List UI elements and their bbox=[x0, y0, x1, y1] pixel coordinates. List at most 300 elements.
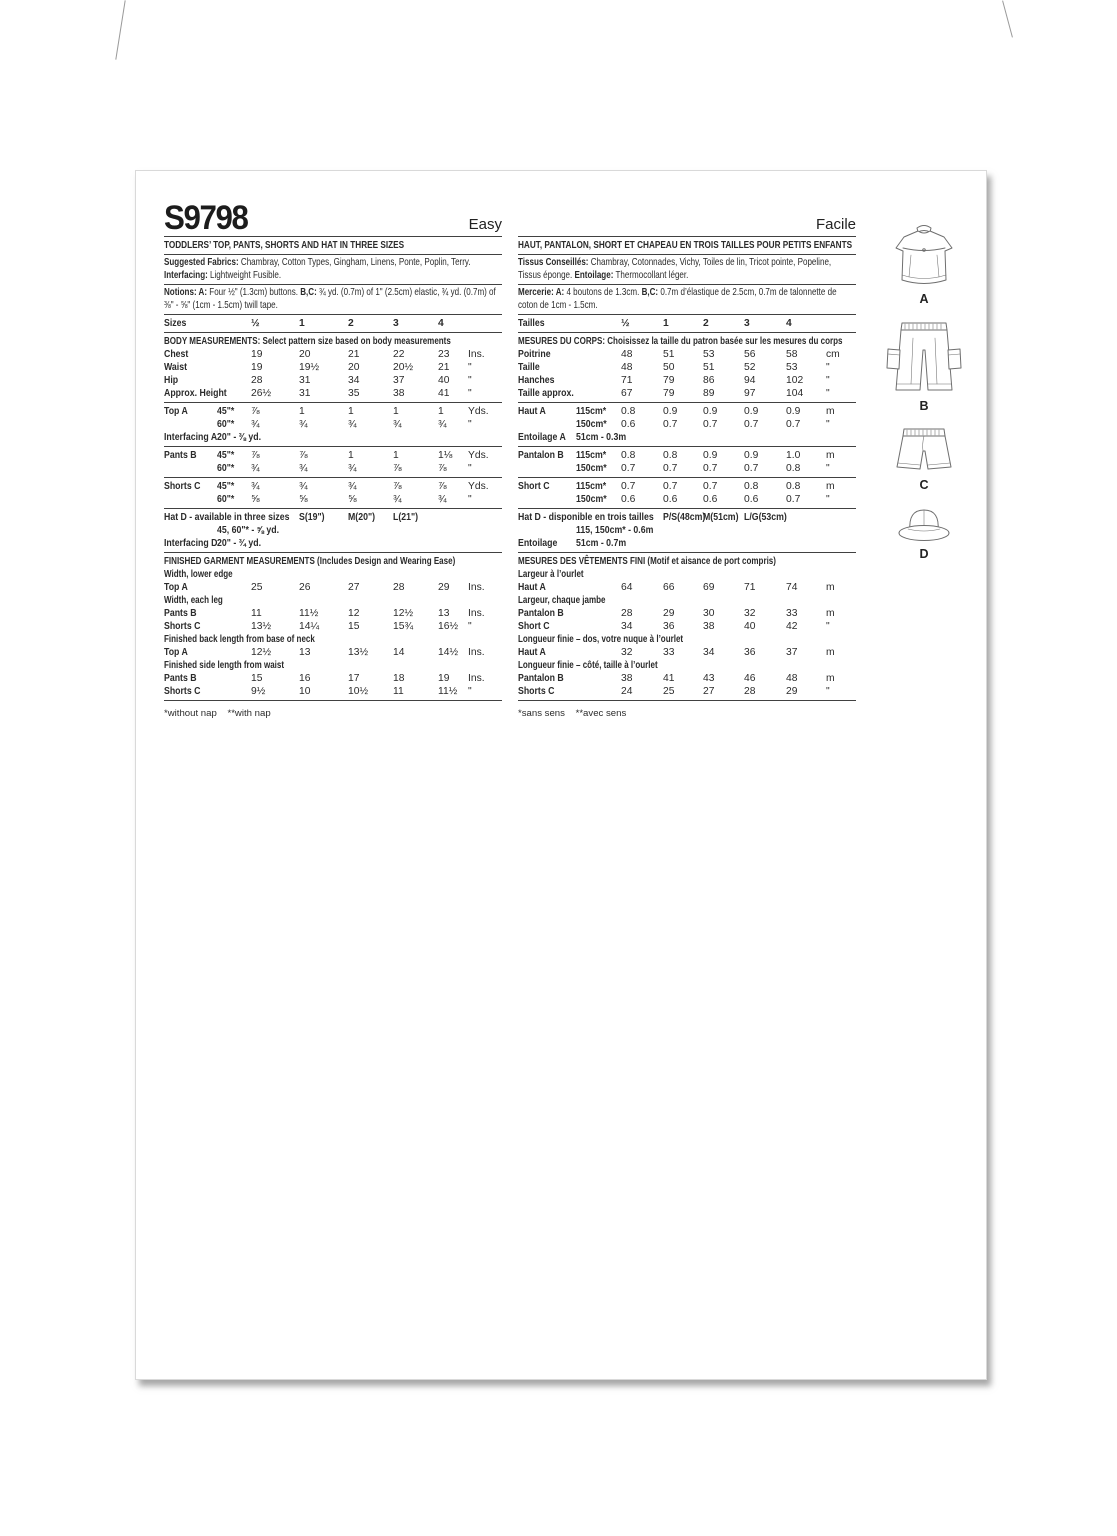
bold-run: B,C: bbox=[641, 287, 659, 299]
measurement-row bbox=[518, 405, 856, 418]
unit: cm bbox=[826, 349, 840, 361]
row-label: Haut A bbox=[518, 582, 546, 594]
size-value: 19 bbox=[438, 673, 450, 685]
english-measurement-tables bbox=[164, 257, 502, 701]
size-value: ⅝ bbox=[299, 494, 308, 506]
garment-c-figure bbox=[882, 425, 966, 492]
size-value: 4 bbox=[786, 318, 792, 330]
bold-run: Mercerie: A: bbox=[518, 287, 565, 299]
fabric-width-label: 115cm* bbox=[576, 406, 607, 418]
fabric-width-label: 45"* bbox=[217, 406, 235, 418]
unit: " bbox=[826, 621, 830, 633]
size-value: ⅞ bbox=[299, 450, 308, 462]
size-value: 2 bbox=[348, 318, 354, 330]
scan-artifact-left bbox=[115, 0, 125, 59]
size-value: 22 bbox=[393, 349, 405, 361]
row-label: Shorts C bbox=[164, 481, 201, 493]
size-value: 20 bbox=[299, 349, 311, 361]
size-value: 0.6 bbox=[621, 419, 636, 431]
size-value: 13 bbox=[299, 647, 311, 659]
unit: " bbox=[468, 362, 472, 374]
size-value: 0.8 bbox=[786, 463, 801, 475]
row-label: Poitrine bbox=[518, 349, 551, 361]
size-value: 15 bbox=[251, 673, 263, 685]
bold-run: Notions: A: bbox=[164, 287, 208, 299]
size-value: 0.8 bbox=[621, 450, 636, 462]
divider bbox=[164, 700, 502, 701]
measurement-row bbox=[518, 418, 856, 431]
size-value: 43 bbox=[703, 673, 715, 685]
divider bbox=[164, 402, 502, 403]
paragraph bbox=[518, 257, 856, 282]
size-value: 31 bbox=[299, 375, 311, 387]
unit: " bbox=[826, 494, 830, 506]
size-value: 0.7 bbox=[703, 463, 718, 475]
header-text: BODY MEASUREMENTS: Select pattern size based on body measurements bbox=[164, 336, 451, 348]
row-label bbox=[164, 462, 209, 475]
size-value: 86 bbox=[703, 375, 715, 387]
size-value: 1 bbox=[393, 406, 399, 418]
unit: " bbox=[826, 362, 830, 374]
size-value: 34 bbox=[621, 621, 633, 633]
english-column bbox=[164, 197, 502, 719]
fabric-width-label: 45"* bbox=[217, 481, 235, 493]
size-value: 37 bbox=[393, 375, 405, 387]
size-value: 1 bbox=[393, 450, 399, 462]
row-label: Approx. Height bbox=[164, 388, 227, 400]
garment-line-drawings bbox=[876, 217, 972, 573]
top-back-view-drawing bbox=[882, 217, 966, 291]
size-value: 14½ bbox=[438, 647, 459, 659]
size-value: 0.7 bbox=[744, 419, 759, 431]
divider bbox=[164, 477, 502, 478]
measurement-row bbox=[518, 374, 856, 387]
size-value: 10½ bbox=[348, 686, 369, 698]
row-text: 20" - ¾ yd. bbox=[217, 538, 262, 550]
divider bbox=[518, 402, 856, 403]
masthead-en bbox=[164, 197, 502, 237]
unit: m bbox=[826, 647, 835, 659]
measurement-row bbox=[518, 581, 856, 594]
fabric-width-label: 115cm* bbox=[576, 481, 607, 493]
unit bbox=[826, 317, 856, 330]
size-value: 0.9 bbox=[744, 406, 759, 418]
measurement-row bbox=[164, 685, 502, 698]
fabric-width-label: 60"* bbox=[217, 463, 235, 475]
size-value: 41 bbox=[663, 673, 675, 685]
size-value: 28 bbox=[744, 686, 756, 698]
hat-size-value: P/S(48cm) bbox=[663, 512, 706, 524]
section-header bbox=[164, 335, 502, 348]
unit: " bbox=[468, 686, 472, 698]
unit: " bbox=[826, 419, 830, 431]
fabric-width-label: 45"* bbox=[217, 450, 235, 462]
row-label: Sizes bbox=[164, 318, 187, 330]
size-value: 0.6 bbox=[703, 494, 718, 506]
size-value: 11½ bbox=[299, 608, 319, 620]
section-header bbox=[164, 555, 502, 568]
size-value: 13½ bbox=[348, 647, 369, 659]
section-header bbox=[518, 633, 856, 646]
size-value: 1 bbox=[348, 450, 354, 462]
size-value: 0.6 bbox=[744, 494, 759, 506]
unit: " bbox=[468, 463, 472, 475]
size-value: 0.8 bbox=[744, 481, 759, 493]
bold-run: Entoilage: bbox=[574, 269, 614, 281]
size-value: ½ bbox=[251, 318, 260, 330]
divider bbox=[518, 332, 856, 333]
size-value: 0.7 bbox=[703, 481, 718, 493]
size-value: 0.8 bbox=[621, 406, 636, 418]
row-label: Interfacing A bbox=[164, 432, 218, 444]
measurement-row bbox=[164, 646, 502, 659]
size-value: ¾ bbox=[348, 463, 357, 475]
label-text-row bbox=[164, 537, 502, 550]
garment-a-label: A bbox=[919, 292, 929, 306]
size-value: 1.0 bbox=[786, 450, 801, 462]
size-value: 32 bbox=[621, 647, 633, 659]
size-value: ¾ bbox=[348, 481, 357, 493]
unit: Ins. bbox=[468, 582, 485, 594]
size-value: 26½ bbox=[251, 388, 272, 400]
size-value: ¾ bbox=[348, 419, 357, 431]
size-value: ⅝ bbox=[348, 494, 357, 506]
size-value: 25 bbox=[251, 582, 263, 594]
measurement-row bbox=[518, 646, 856, 659]
size-value: 0.9 bbox=[663, 406, 678, 418]
size-value: 28 bbox=[621, 608, 633, 620]
header-text: Longueur finie – côté, taille à l’ourlet bbox=[518, 660, 658, 672]
size-value: 36 bbox=[744, 647, 756, 659]
size-value: 1⅛ bbox=[438, 450, 453, 462]
text-run: Thermocollant léger. bbox=[613, 269, 689, 281]
size-value: 0.9 bbox=[703, 450, 718, 462]
size-value: 21 bbox=[348, 349, 360, 361]
size-value: 97 bbox=[744, 388, 756, 400]
size-value: 2 bbox=[703, 318, 709, 330]
unit: Ins. bbox=[468, 608, 485, 620]
unit: Yds. bbox=[468, 481, 489, 493]
section-header bbox=[164, 633, 502, 646]
size-value: 12½ bbox=[251, 647, 272, 659]
unit: " bbox=[468, 388, 472, 400]
indent-text: 45, 60"* - ⅝ yd. bbox=[217, 525, 280, 537]
size-value: 34 bbox=[348, 375, 360, 387]
measurement-row bbox=[164, 620, 502, 633]
size-value: 13 bbox=[438, 608, 450, 620]
fabric-width-label: 60"* bbox=[217, 494, 235, 506]
size-value: 16½ bbox=[438, 621, 459, 633]
bold-run: B,C: bbox=[300, 287, 317, 299]
size-value: 10 bbox=[299, 686, 311, 698]
label-text-row bbox=[518, 537, 856, 550]
size-value: 67 bbox=[621, 388, 633, 400]
label-text-row bbox=[518, 431, 856, 444]
unit: " bbox=[826, 463, 830, 475]
size-value: 0.9 bbox=[744, 450, 759, 462]
measurement-row bbox=[164, 449, 502, 462]
text-run: 0.7m d’élastique de 2.5cm, 0.7m de talonnette de coton de 1cm - 1.5cm. bbox=[518, 287, 837, 311]
divider bbox=[518, 254, 856, 255]
size-value: 0.7 bbox=[786, 494, 801, 506]
row-label: Chest bbox=[164, 349, 189, 361]
section-header bbox=[164, 568, 502, 581]
measurement-row bbox=[164, 672, 502, 685]
pattern-envelope-back-sheet bbox=[135, 170, 987, 1380]
nap-footnote-en: *without nap **with nap bbox=[164, 708, 271, 720]
measurement-row bbox=[164, 493, 502, 506]
divider bbox=[518, 477, 856, 478]
size-value: 0.7 bbox=[663, 419, 678, 431]
row-label: Pantalon B bbox=[518, 608, 564, 620]
bold-run: Interfacing: bbox=[164, 269, 208, 281]
size-value: 3 bbox=[744, 318, 750, 330]
size-value: 48 bbox=[621, 362, 633, 374]
size-value: 38 bbox=[621, 673, 633, 685]
header-text: FINISHED GARMENT MEASUREMENTS (Includes Design and Wearing Ease) bbox=[164, 556, 456, 568]
measurement-row bbox=[164, 607, 502, 620]
unit: m bbox=[826, 582, 835, 594]
size-value: 15¾ bbox=[393, 621, 414, 633]
row-label: Haut A bbox=[518, 647, 546, 659]
size-value: 14 bbox=[393, 647, 405, 659]
section-header bbox=[518, 568, 856, 581]
size-value: 25 bbox=[663, 686, 675, 698]
size-value: 42 bbox=[786, 621, 798, 633]
size-value: 40 bbox=[744, 621, 756, 633]
measurement-row bbox=[518, 449, 856, 462]
section-header bbox=[518, 594, 856, 607]
size-value: 29 bbox=[438, 582, 450, 594]
size-value: 0.8 bbox=[663, 450, 678, 462]
row-label: Pants B bbox=[164, 673, 197, 685]
fabric-width-label: 60"* bbox=[217, 419, 235, 431]
size-value: ¾ bbox=[299, 419, 308, 431]
header-text: Longueur finie – dos, votre nuque à l’ourlet bbox=[518, 634, 684, 646]
row-label: Waist bbox=[164, 362, 188, 374]
row-label bbox=[518, 418, 567, 431]
size-value: 0.7 bbox=[744, 463, 759, 475]
row-label: Pants B bbox=[164, 608, 197, 620]
french-column bbox=[518, 197, 856, 719]
row-label: Shorts C bbox=[164, 621, 201, 633]
size-value: 28 bbox=[393, 582, 405, 594]
measurement-row bbox=[164, 374, 502, 387]
text-run: ¾ yd. (0.7m) of 1" (2.5cm) elastic, ¾ yd. (0.7m) of ⅜" - ⅝" (1cm - 1.5cm) twill tape. bbox=[164, 287, 496, 311]
size-value: 15 bbox=[348, 621, 360, 633]
garments-title-fr: HAUT, PANTALON, SHORT ET CHAPEAU EN TROIS TAILLES POUR PETITS ENFANTS bbox=[518, 239, 853, 251]
size-value: 71 bbox=[621, 375, 633, 387]
unit: m bbox=[826, 481, 835, 493]
size-value: 52 bbox=[744, 362, 756, 374]
measurement-row bbox=[164, 348, 502, 361]
size-value: 19 bbox=[251, 349, 263, 361]
size-value: 20½ bbox=[393, 362, 414, 374]
size-value: 0.8 bbox=[786, 481, 801, 493]
size-value: 13½ bbox=[251, 621, 272, 633]
bucket-hat-drawing bbox=[882, 504, 966, 546]
size-value: ⅞ bbox=[438, 463, 447, 475]
measurement-row bbox=[164, 317, 502, 330]
garment-b-figure bbox=[882, 318, 966, 413]
measurement-row bbox=[164, 387, 502, 400]
unit: m bbox=[826, 450, 835, 462]
nap-footnote-fr: *sans sens **avec sens bbox=[518, 708, 627, 720]
unit: " bbox=[826, 388, 830, 400]
size-value: 0.7 bbox=[663, 481, 678, 493]
unit: " bbox=[468, 419, 472, 431]
header-text: Width, each leg bbox=[164, 595, 223, 607]
hat-size-value: M(20") bbox=[348, 512, 376, 524]
divider bbox=[164, 332, 502, 333]
size-value: 11 bbox=[393, 686, 404, 698]
row-label: Top A bbox=[164, 406, 188, 418]
size-value: 48 bbox=[621, 349, 633, 361]
header-text: Width, lower edge bbox=[164, 569, 233, 581]
size-value: 51 bbox=[663, 349, 675, 361]
size-value: 24 bbox=[621, 686, 633, 698]
divider bbox=[164, 552, 502, 553]
size-value: 27 bbox=[703, 686, 715, 698]
size-value: 29 bbox=[663, 608, 675, 620]
size-value: 0.7 bbox=[621, 481, 636, 493]
size-value: 35 bbox=[348, 388, 360, 400]
row-label: Pantalon B bbox=[518, 673, 564, 685]
hat-size-value: L/G(53cm) bbox=[744, 512, 787, 524]
size-value: ⅞ bbox=[393, 463, 402, 475]
size-value: 1 bbox=[299, 406, 305, 418]
size-value: 28 bbox=[251, 375, 263, 387]
size-value: 51 bbox=[703, 362, 715, 374]
row-label bbox=[164, 493, 209, 506]
hat-size-value: M(51cm) bbox=[703, 512, 739, 524]
size-value: ¾ bbox=[299, 463, 308, 475]
size-value: 89 bbox=[703, 388, 715, 400]
text-run: Chambray, Cotton Types, Gingham, Linens, Ponte, Poplin, Terry. bbox=[238, 257, 471, 268]
divider bbox=[518, 314, 856, 315]
unit: m bbox=[826, 673, 835, 685]
measurement-row bbox=[518, 361, 856, 374]
paragraph bbox=[164, 257, 502, 282]
row-label: Hat D - disponible en trois tailles bbox=[518, 512, 654, 524]
size-value: ¾ bbox=[251, 463, 260, 475]
row-label: Taille bbox=[518, 362, 540, 374]
divider bbox=[164, 446, 502, 447]
measurement-row bbox=[518, 387, 856, 400]
measurement-row bbox=[164, 462, 502, 475]
size-value: ¾ bbox=[393, 494, 402, 506]
size-value: 74 bbox=[786, 582, 798, 594]
unit: Yds. bbox=[468, 450, 489, 462]
scan-artifact-right bbox=[1002, 1, 1013, 38]
hat-sizes-row bbox=[164, 511, 502, 524]
size-value: 4 bbox=[438, 318, 444, 330]
size-value: 40 bbox=[438, 375, 450, 387]
size-value: 11½ bbox=[438, 686, 458, 698]
size-value: ½ bbox=[621, 318, 630, 330]
fabric-width-label: 115cm* bbox=[576, 450, 607, 462]
size-value: 1 bbox=[663, 318, 669, 330]
divider bbox=[518, 508, 856, 509]
row-label: Haut A bbox=[518, 406, 546, 418]
garments-title-en: TODDLERS’ TOP, PANTS, SHORTS AND HAT IN THREE SIZES bbox=[164, 239, 405, 251]
cargo-pants-drawing bbox=[882, 318, 966, 398]
size-value: 1 bbox=[438, 406, 444, 418]
measurement-row bbox=[518, 672, 856, 685]
row-label: Interfacing D bbox=[164, 538, 218, 550]
size-value: 37 bbox=[786, 647, 798, 659]
size-value: 29 bbox=[786, 686, 798, 698]
measurement-row bbox=[518, 348, 856, 361]
measurement-row bbox=[518, 607, 856, 620]
size-value: 1 bbox=[299, 318, 305, 330]
size-value: 21 bbox=[438, 362, 450, 374]
size-value: 17 bbox=[348, 673, 360, 685]
size-value: 32 bbox=[744, 608, 756, 620]
size-value: 20 bbox=[348, 362, 360, 374]
size-value: ¾ bbox=[438, 494, 447, 506]
size-value: 33 bbox=[663, 647, 675, 659]
size-value: 0.7 bbox=[786, 419, 801, 431]
divider bbox=[164, 284, 502, 285]
row-label: Tailles bbox=[518, 318, 545, 330]
size-value: ¾ bbox=[251, 481, 260, 493]
divider bbox=[164, 508, 502, 509]
indent-text: 115, 150cm* - 0.6m bbox=[576, 525, 654, 537]
divider bbox=[518, 700, 856, 701]
measurement-row bbox=[518, 462, 856, 475]
row-label: Short C bbox=[518, 481, 550, 493]
unit: " bbox=[468, 375, 472, 387]
header-text: Largeur, chaque jambe bbox=[518, 595, 606, 607]
row-label: Pants B bbox=[164, 450, 197, 462]
section-header bbox=[164, 659, 502, 672]
divider bbox=[518, 446, 856, 447]
size-value: 31 bbox=[299, 388, 311, 400]
unit: " bbox=[468, 621, 472, 633]
row-label: Hanches bbox=[518, 375, 555, 387]
size-value: 0.6 bbox=[663, 494, 678, 506]
size-value: 64 bbox=[621, 582, 633, 594]
size-value: 0.6 bbox=[621, 494, 636, 506]
section-header bbox=[518, 335, 856, 348]
difficulty-label-fr: Facile bbox=[815, 216, 856, 233]
divider bbox=[518, 236, 856, 237]
unit: Yds. bbox=[468, 406, 489, 418]
french-measurement-tables bbox=[518, 257, 856, 701]
size-value: ¾ bbox=[438, 419, 447, 431]
size-value: 9½ bbox=[251, 686, 266, 698]
garment-d-figure bbox=[882, 504, 966, 561]
size-value: 18 bbox=[393, 673, 405, 685]
unit: " bbox=[826, 375, 830, 387]
brand-pattern-number: S9798 bbox=[164, 199, 248, 237]
size-value: 14¼ bbox=[299, 621, 320, 633]
size-value: 12 bbox=[348, 608, 360, 620]
unit: Ins. bbox=[468, 647, 485, 659]
size-value: 79 bbox=[663, 388, 675, 400]
indent-row bbox=[518, 524, 856, 537]
size-value: ¾ bbox=[251, 419, 260, 431]
size-value: ¾ bbox=[393, 419, 402, 431]
measurement-row bbox=[164, 405, 502, 418]
row-label: Top A bbox=[164, 647, 188, 659]
section-header bbox=[518, 659, 856, 672]
size-value: 71 bbox=[744, 582, 756, 594]
size-value: 66 bbox=[663, 582, 675, 594]
size-value: 3 bbox=[393, 318, 399, 330]
size-value: 0.9 bbox=[703, 406, 718, 418]
